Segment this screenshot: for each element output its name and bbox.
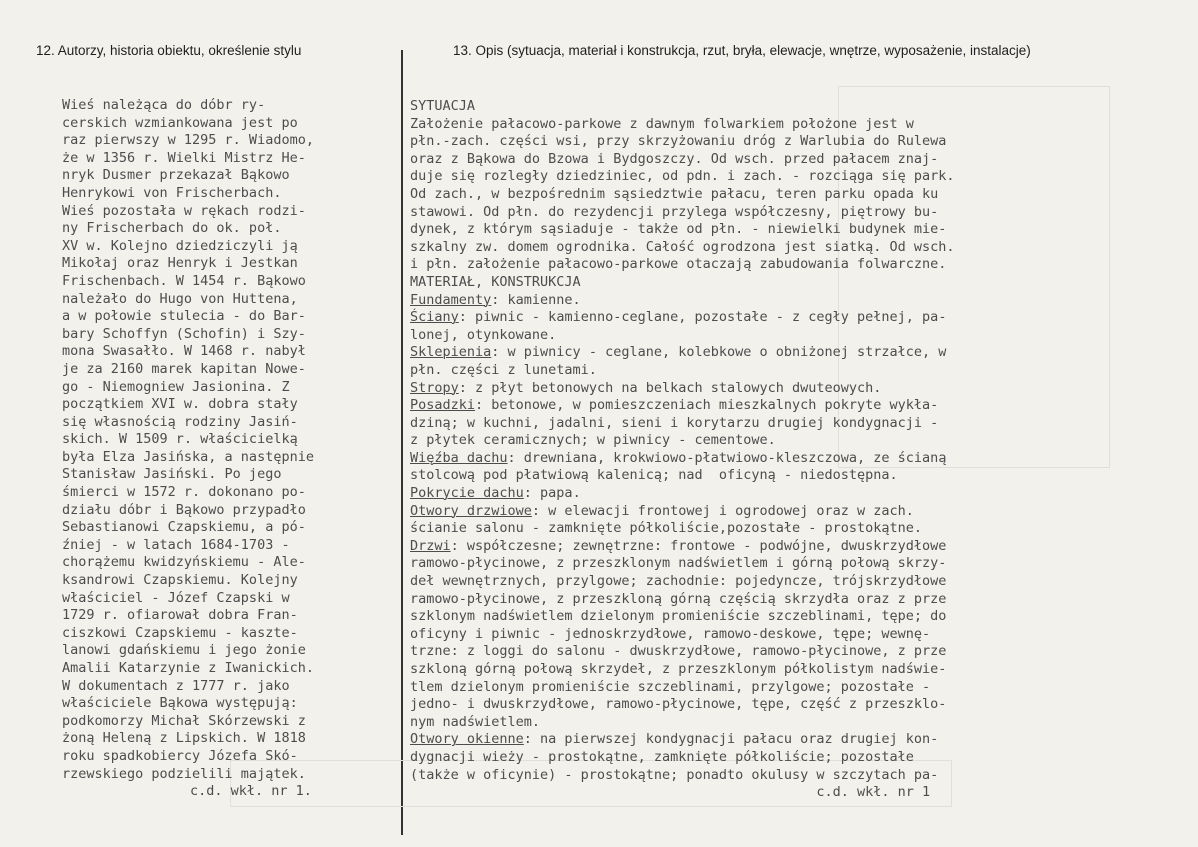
history-line: Mikołaj oraz Henryk i Jestkan — [62, 255, 298, 272]
field-label: Pokrycie dachu — [410, 485, 524, 502]
field-text: ramowo-płycinowe, z przeszkloną górną częścią skrzydła oraz z prze — [410, 590, 947, 607]
field-text: c.d. wkł. nr 1 — [410, 784, 931, 801]
field-text: Założenie pałacowo-parkowe z dawnym folwarkiem położone jest w — [410, 115, 914, 132]
history-line: właściciele Bąkowa występują: — [62, 695, 298, 712]
description-line — [410, 397, 955, 415]
history-line: działu dóbr i Bąkowo przypadło — [62, 501, 306, 518]
column-divider — [401, 50, 403, 835]
description-line — [410, 555, 955, 573]
field-text: dynek, z którym sąsiaduje - także od płn. - niewielki budynek mie- — [410, 221, 947, 238]
history-line: ciszkowi Czapskiemu - kaszte- — [62, 624, 298, 641]
description-line — [410, 221, 955, 239]
description-line — [410, 204, 955, 222]
field-text: szkloną górną połową skrzydeł, z przeszklonym półkolistym nadświe- — [410, 661, 947, 677]
field-text: : w elewacji frontowej i ogrodowej oraz w zach. — [531, 502, 914, 519]
history-line: Wieś należąca do dóbr ry- — [62, 97, 266, 113]
field-label: Ściany — [410, 309, 459, 326]
field-text: płn. części z lunetami. — [410, 361, 597, 378]
history-line: je za 2160 marek kapitan Nowe- — [62, 360, 306, 377]
history-line: cerskich wzmiankowana jest po — [62, 114, 298, 131]
history-line: 1729 r. ofiarował dobra Fran- — [62, 607, 298, 624]
description-line — [410, 679, 955, 697]
description-line — [410, 661, 955, 679]
history-line: go - Niemogniew Jasionina. Z — [62, 378, 290, 395]
history-line: źniej - w latach 1684-1703 - — [62, 536, 290, 553]
history-line: należało do Hugo von Huttena, — [62, 290, 298, 307]
description-line — [410, 591, 955, 609]
section-13-header: 13. Opis (sytuacja, materiał i konstrukcja, rzut, bryła, elewacje, wnętrze, wyposażenie, instalacje) — [453, 43, 1031, 58]
description-line — [410, 573, 955, 591]
description-line — [410, 151, 955, 169]
history-line: Stanisław Jasiński. Po jego — [62, 466, 282, 483]
history-line: początkiem XVI w. dobra stały — [62, 396, 298, 413]
field-label: Drzwi — [410, 537, 451, 554]
field-text: : w piwnicy - ceglane, kolebkowe o obniżonej strzałce, w — [491, 344, 947, 361]
field-text: SYTUACJA — [410, 98, 476, 114]
description-line — [410, 362, 955, 380]
field-label: Otwory okienne — [410, 731, 524, 748]
section-12-header: 12. Autorzy, historia obiektu, określenie stylu — [36, 43, 302, 58]
history-line: raz pierwszy w 1295 r. Wiadomo, — [62, 132, 314, 149]
field-label: Posadzki — [410, 397, 476, 414]
history-line: Amalii Katarzynie z Iwanickich. — [62, 660, 314, 676]
field-text: ścianie salonu - zamknięte półkoliście,pozostałe - prostokątne. — [410, 520, 923, 537]
description-line — [410, 186, 955, 204]
description-line — [410, 503, 955, 521]
history-line: rzewskiego podzielili majątek. — [62, 765, 306, 782]
description-line — [410, 292, 955, 310]
field-text: oficyny i piwnic - jednoskrzydłowe, ramowo-deskowe, tępe; wewnę- — [410, 625, 931, 642]
history-line: była Elza Jasińska, a następnie — [62, 448, 314, 465]
field-text: nym nadświetlem. — [410, 713, 541, 730]
history-line: XV w. Kolejno dziedziczyli ją — [62, 237, 298, 254]
field-text: : betonowe, w pomieszczeniach mieszkalnych pokryte wykła- — [475, 397, 939, 414]
history-line: mona Swasałło. W 1468 r. nabył — [62, 343, 306, 360]
field-label: Więźba dachu — [410, 449, 508, 466]
field-text: trzne: z loggi do salonu - dwuskrzydłowe, ramowo-płycinowe, z prze — [410, 643, 947, 660]
description-line — [410, 168, 955, 186]
field-text: szklonym nadświetlem dzielonym promieniście szczeblinami, tępe; do — [410, 608, 947, 625]
field-text: z płytek ceramicznych; w piwnicy - cementowe. — [410, 432, 776, 449]
description-line — [410, 749, 955, 767]
field-text: jedno- i dwuskrzydłowe, ramowo-płycinowe, tępe, część z przeszklo- — [410, 696, 947, 713]
history-line: a w połowie stulecia - do Bar- — [62, 308, 306, 325]
field-text: : na pierwszej kondygnacji pałacu oraz drugiej kon- — [523, 731, 939, 748]
history-line: Henrykowi von Frischerbach. — [62, 184, 282, 201]
field-text: ramowo-płycinowe, z przeszklonym nadświetlem i górną połową skrzy- — [410, 555, 947, 572]
field-text: deł wewnętrznych, przylgowe; zachodnie: pojedyncze, trójskrzydłowe — [410, 573, 947, 590]
description-line — [410, 274, 955, 292]
description-line — [410, 608, 955, 626]
field-label: Otwory drzwiowe — [410, 502, 532, 519]
field-text: : kamienne. — [491, 291, 581, 308]
history-line: Frischenbach. W 1454 r. Bąkowo — [62, 272, 306, 289]
description-line — [410, 239, 955, 257]
description-line — [410, 784, 955, 802]
field-label: Stropy — [410, 379, 459, 396]
field-text: dziną; w kuchni, jadalni, sieni i korytarzu drugiej kondygnacji - — [410, 414, 939, 431]
description-line — [410, 520, 955, 538]
history-line: W dokumentach z 1777 r. jako — [62, 677, 290, 694]
field-text: płn.-zach. części wsi, przy skrzyżowaniu dróg z Warlubia do Rulewa — [410, 133, 947, 150]
history-line: ksandrowi Czapskiemu. Kolejny — [62, 572, 298, 589]
field-text: lonej, otynkowane. — [410, 326, 557, 343]
history-line: Sebastianowi Czapskiemu, a pó- — [62, 519, 306, 536]
description-line — [410, 432, 955, 450]
description-line — [410, 696, 955, 714]
history-line: bary Schoffyn (Schofin) i Szy- — [62, 325, 306, 342]
history-line: roku spadkobiercy Józefa Skó- — [62, 747, 298, 764]
field-text: : piwnic - kamienno-ceglane, pozostałe - z cegły pełnej, pa- — [458, 309, 947, 326]
history-line: c.d. wkł. nr 1. — [190, 783, 312, 800]
field-text: tlem dzielonym promieniście szczeblinami, przylgowe; pozostałe - — [410, 678, 931, 695]
history-text-block — [62, 97, 314, 801]
history-line: skich. W 1509 r. właścicielką — [62, 431, 298, 448]
description-line — [410, 643, 955, 661]
field-text: i płn. założenie pałacowo-parkowe otaczają zabudowania folwarczne. — [410, 256, 947, 273]
history-line: Wieś pozostała w rękach rodzi- — [62, 202, 306, 219]
history-line: że w 1356 r. Wielki Mistrz He- — [62, 149, 306, 166]
field-text: : papa. — [523, 485, 581, 502]
field-text: MATERIAŁ, KONSTRUKCJA — [410, 273, 581, 290]
description-text-block — [410, 98, 955, 802]
description-line — [410, 415, 955, 433]
description-line — [410, 714, 955, 732]
field-text: oraz z Bąkowa do Bzowa i Bydgoszczy. Od wsch. przed pałacem znaj- — [410, 150, 939, 167]
history-line: właściciel - Józef Czapski w — [62, 589, 290, 606]
description-line — [410, 98, 955, 116]
field-text: (także w oficynie) - prostokątne; ponadto okulusy w szczytach pa- — [410, 766, 939, 783]
description-line — [410, 344, 955, 362]
description-line — [410, 731, 955, 749]
description-line — [410, 626, 955, 644]
field-label: Fundamenty — [410, 291, 492, 308]
history-line: lanowi gdańskiemu i jego żonie — [62, 642, 306, 659]
description-line — [410, 767, 955, 785]
field-text: : drewniana, krokwiowo-płatwiowo-kleszczowa, ze ścianą — [507, 449, 947, 466]
description-line — [410, 133, 955, 151]
description-line — [410, 327, 955, 345]
field-text: duje się rozległy dziedziniec, od pdn. i zach. - rozciąga się park. — [410, 168, 955, 185]
field-text: Od zach., w bezpośrednim sąsiedztwie pałacu, teren parku opada ku — [410, 185, 939, 202]
description-line — [410, 538, 955, 556]
field-text: : współczesne; zewnętrzne: frontowe - podwójne, dwuskrzydłowe — [450, 537, 947, 554]
description-line — [410, 467, 955, 485]
field-label: Sklepienia — [410, 344, 492, 361]
field-text: : z płyt betonowych na belkach stalowych dwuteowych. — [458, 379, 882, 396]
field-text: dygnacji wieży - prostokątne, zamknięte półkoliście; pozostałe — [410, 748, 914, 765]
history-line: ny Frischerbach do ok. poł. — [62, 220, 282, 237]
field-text: szkalny zw. domem ogrodnika. Całość ogrodzona jest siatką. Od wsch. — [410, 238, 955, 255]
history-line: śmierci w 1572 r. dokonano po- — [62, 484, 306, 501]
description-line — [410, 116, 955, 134]
history-line: podkomorzy Michał Skórzewski z — [62, 712, 306, 729]
description-line — [410, 380, 955, 398]
field-text: stolcową pod płatwiową kalenicą; nad oficyną - niedostępna. — [410, 467, 898, 484]
description-line — [410, 256, 955, 274]
field-text: stawowi. Od płn. do rezydencji przylega współczesny, piętrowy bu- — [410, 203, 939, 220]
history-line: się własnością rodziny Jasiń- — [62, 413, 298, 430]
history-line: chorążemu kwidzyńskiemu - Ale- — [62, 554, 306, 571]
history-line: żoną Heleną z Lipskich. W 1818 — [62, 730, 306, 747]
description-line — [410, 450, 955, 468]
description-line — [410, 309, 955, 327]
description-line — [410, 485, 955, 503]
history-line: nryk Dusmer przekazał Bąkowo — [62, 167, 290, 184]
